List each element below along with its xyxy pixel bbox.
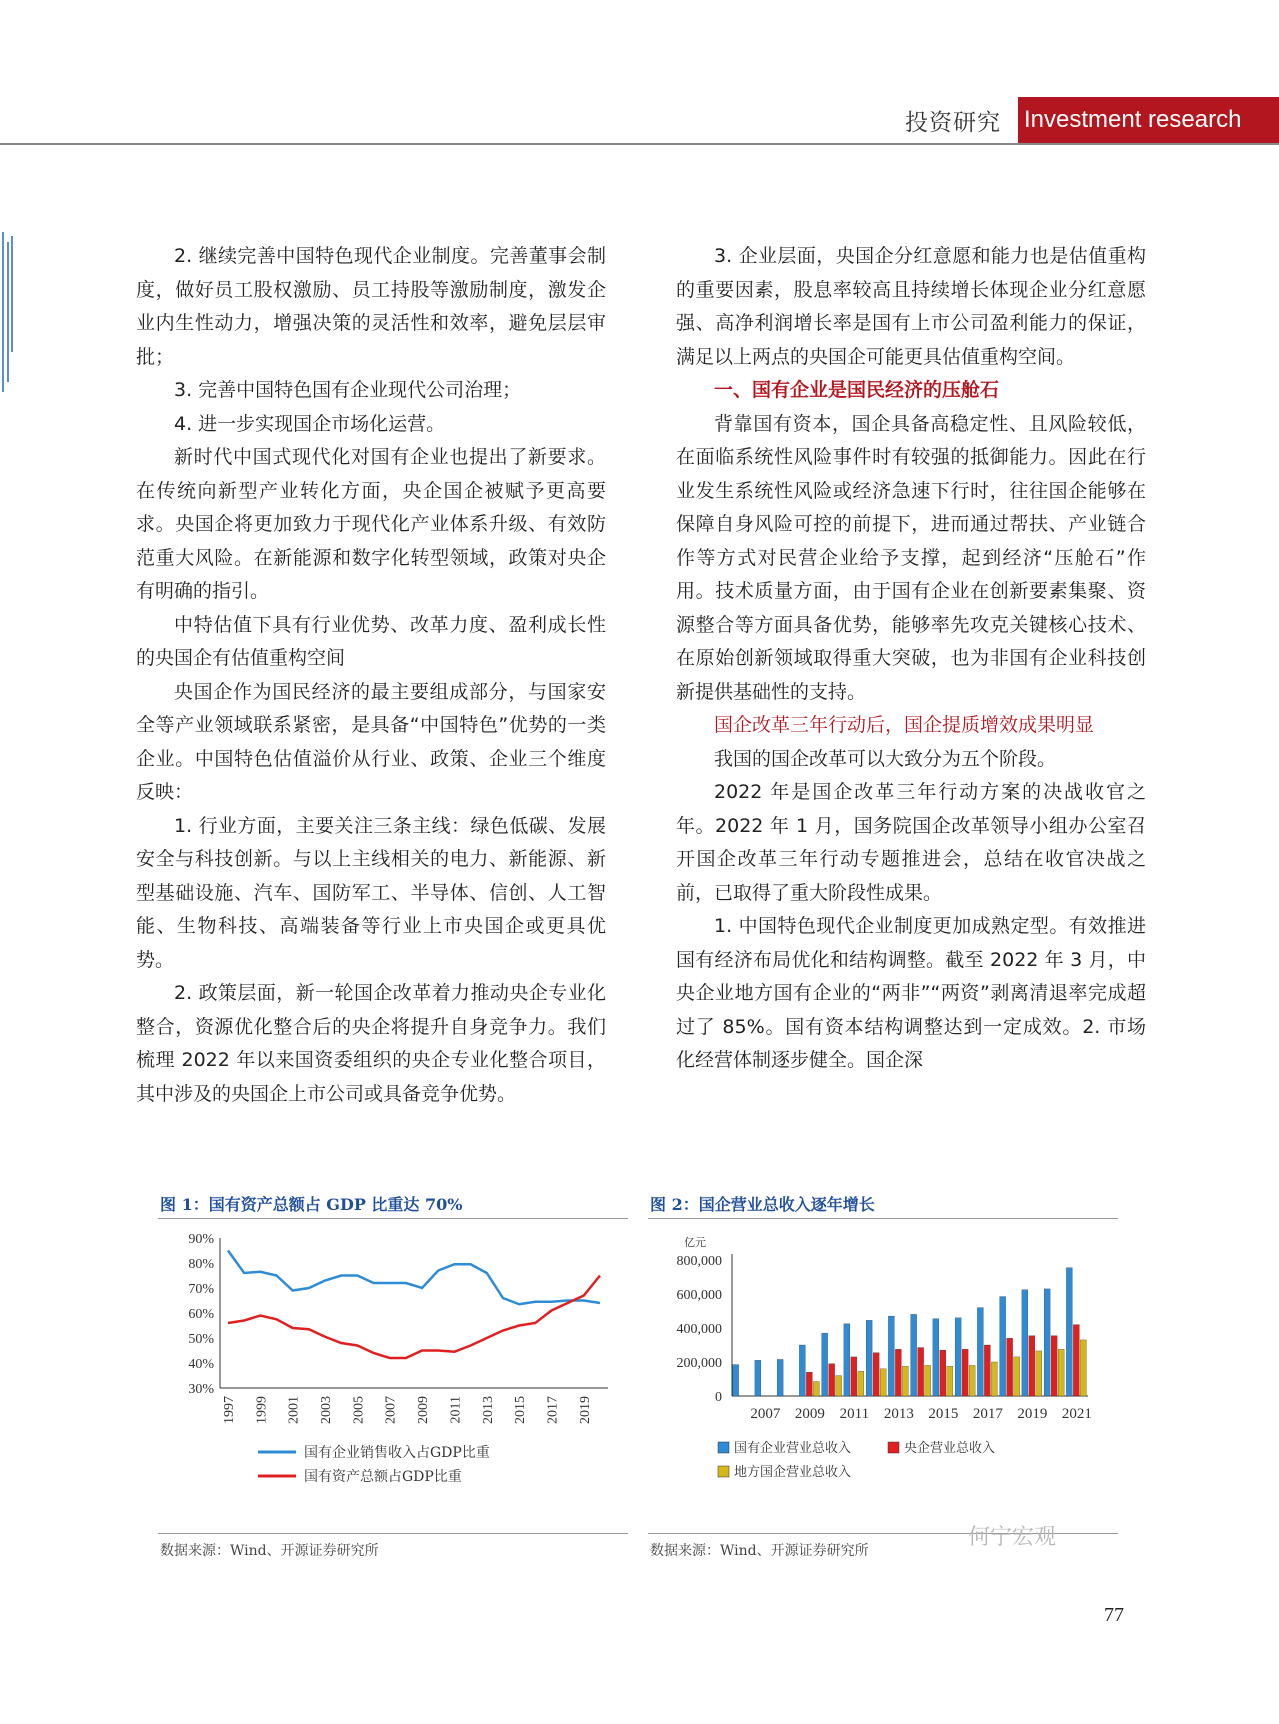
x-tick-label: 2015 <box>513 1396 529 1424</box>
x-tick-label: 2005 <box>351 1396 367 1424</box>
figure-title: 图 1：国有资产总额占 GDP 比重达 70% <box>160 1195 463 1214</box>
series-line <box>228 1276 600 1359</box>
x-tick-label: 2007 <box>383 1396 399 1424</box>
y-tick-label: 60% <box>188 1307 214 1322</box>
legend-label: 国有企业销售收入占GDP比重 <box>304 1445 490 1461</box>
left-column <box>136 240 606 1111</box>
bar <box>1051 1336 1057 1396</box>
figure-rule <box>158 1533 628 1534</box>
x-tick-label: 2021 <box>1061 1406 1092 1422</box>
bar <box>895 1349 901 1396</box>
bar <box>829 1364 835 1396</box>
x-tick-label: 2017 <box>972 1406 1003 1422</box>
paragraph: 中特估值下具有行业优势、改革力度、盈利成长性的央国企有估值重构空间 <box>136 613 606 669</box>
figure-title: 图 2：国企营业总收入逐年增长 <box>650 1195 875 1214</box>
bar <box>888 1316 894 1396</box>
figure-rule <box>648 1218 1118 1219</box>
bar <box>1066 1268 1072 1396</box>
watermark: 何宁宏观 <box>968 1525 1057 1550</box>
section-title-cn: 投资研究 <box>905 110 1001 136</box>
bar <box>1007 1338 1013 1396</box>
legend-label: 国有企业营业总收入 <box>734 1441 852 1456</box>
y-tick-label: 50% <box>188 1332 214 1347</box>
bar <box>813 1382 819 1396</box>
bar <box>844 1324 850 1396</box>
y-tick-label: 40% <box>188 1357 214 1372</box>
legend-swatch <box>718 1442 729 1453</box>
right-column <box>676 240 1146 1078</box>
bar <box>984 1345 990 1396</box>
x-tick-label: 2007 <box>750 1406 781 1422</box>
bar <box>940 1350 946 1396</box>
figure-2 <box>648 1188 1138 1558</box>
x-tick-label: 2009 <box>416 1396 432 1424</box>
x-tick-label: 2001 <box>286 1396 302 1424</box>
bar <box>836 1376 842 1396</box>
x-tick-label: 2019 <box>1017 1406 1048 1422</box>
x-tick-label: 2017 <box>545 1396 561 1424</box>
header-rule <box>0 143 1279 145</box>
bar <box>873 1353 879 1396</box>
bar <box>799 1345 805 1396</box>
bar-chart <box>648 1226 1118 1526</box>
bar <box>777 1359 783 1396</box>
y-tick-label: 30% <box>188 1382 214 1397</box>
bar <box>1073 1325 1079 1396</box>
legend-label: 央企营业总收入 <box>904 1441 996 1456</box>
side-decoration <box>0 232 14 392</box>
bar <box>962 1349 968 1396</box>
x-tick-label: 2015 <box>928 1406 959 1422</box>
bar <box>918 1348 924 1396</box>
bar <box>1000 1297 1006 1396</box>
page-number: 77 <box>1104 1604 1124 1626</box>
bar <box>1014 1357 1020 1396</box>
y-tick-label: 800,000 <box>676 1254 722 1269</box>
bar <box>1029 1336 1035 1396</box>
bar <box>977 1308 983 1396</box>
section-title-en: Investment research <box>1018 97 1279 143</box>
paragraph: 2. 继续完善中国特色现代企业制度。完善董事会制度，做好员工股权激励、员工持股等激励制度，激发企业内生性动力，增强决策的灵活性和效率，避免层层审批； <box>136 245 606 368</box>
y-tick-label: 70% <box>188 1282 214 1297</box>
bar <box>806 1372 812 1396</box>
figure-source: 数据来源：Wind、开源证券研究所 <box>160 1543 379 1559</box>
paragraph: 1. 中国特色现代企业制度更加成熟定型。有效推进国有经济布局优化和结构调整。截至 2022 年 3 月，中央企业地方国有企业的“两非”“两资”剥离清退率完成超过了 85%。国有资本结构调整达到一定成效。2. 市场化经营体制逐步健全。国企深 <box>676 915 1146 1071</box>
bar <box>1036 1351 1042 1396</box>
bar <box>755 1360 761 1396</box>
paragraph: 2022 年是国企改革三年行动方案的决战收官之年。2022 年 1 月，国务院国企改革领导小组办公室召开国企改革三年行动专题推进会，总结在收官决战之前，已取得了重大阶段性成果。 <box>676 781 1146 904</box>
bar <box>822 1333 828 1396</box>
bar <box>866 1320 872 1396</box>
x-tick-label: 2011 <box>839 1406 870 1422</box>
figure-1 <box>158 1188 648 1558</box>
paragraph: 3. 企业层面，央国企分红意愿和能力也是估值重构的重要因素，股息率较高且持续增长体现企业分红意愿强、高净利润增长率是国有上市公司盈利能力的保证，满足以上两点的央国企可能更具估值重构空间。 <box>676 245 1146 368</box>
figure-rule <box>158 1218 628 1219</box>
x-tick-label: 2013 <box>480 1396 496 1424</box>
x-tick-label: 2019 <box>577 1396 593 1424</box>
bar <box>1022 1290 1028 1396</box>
sub-heading: 国企改革三年行动后，国企提质增效成果明显 <box>714 714 1095 736</box>
x-tick-label: 1999 <box>254 1396 270 1424</box>
paragraph: 背靠国有资本，国企具备高稳定性、且风险较低，在面临系统性风险事件时有较强的抵御能力。因此在行业发生系统性风险或经济急速下行时，往往国企能够在保障自身风险可控的前提下，进而通过帮扶、产业链合作等方式对民营企业给予支撑，起到经济“压舱石”作用。技术质量方面，由于国有企业在创新要素集聚、资源整合等方面具备优势，能够率先攻克关键核心技术、在原始创新领域取得重大突破，也为非国有企业科技创新提供基础性的支持。 <box>676 412 1146 703</box>
bar <box>955 1318 961 1396</box>
bar <box>733 1365 739 1396</box>
bar <box>1044 1289 1050 1396</box>
y-tick-label: 200,000 <box>676 1356 722 1371</box>
paragraph: 央国企作为国民经济的最主要组成部分，与国家安全等产业领域联系紧密，是具备“中国特色”优势的一类企业。中国特色估值溢价从行业、政策、企业三个维度反映： <box>136 680 606 803</box>
y-tick-label: 90% <box>188 1232 214 1247</box>
section-heading: 一、国有企业是国民经济的压舱石 <box>714 379 1000 401</box>
paragraph: 4. 进一步实现国企市场化运营。 <box>174 412 446 435</box>
y-tick-label: 600,000 <box>676 1288 722 1303</box>
bar <box>947 1366 953 1396</box>
legend-swatch <box>718 1466 729 1477</box>
bar <box>851 1357 857 1396</box>
bar <box>858 1371 864 1396</box>
bar <box>969 1365 975 1396</box>
bar <box>1058 1349 1064 1396</box>
bar <box>925 1365 931 1396</box>
x-tick-label: 1997 <box>222 1396 237 1424</box>
figure-source: 数据来源：Wind、开源证券研究所 <box>650 1543 869 1559</box>
series-line <box>228 1251 600 1305</box>
legend-label: 国有资产总额占GDP比重 <box>304 1469 462 1485</box>
bar <box>911 1314 917 1396</box>
y-tick-label: 80% <box>188 1257 214 1272</box>
bar <box>902 1366 908 1396</box>
line-chart <box>158 1226 628 1526</box>
legend-swatch <box>888 1442 899 1453</box>
legend-label: 地方国企营业总收入 <box>734 1465 852 1480</box>
paragraph: 2. 政策层面，新一轮国企改革着力推动央企专业化整合，资源优化整合后的央企将提升自身竞争力。我们梳理 2022 年以来国资委组织的央企专业化整合项目，其中涉及的央国企上市公司或具备竞争优势。 <box>136 982 606 1105</box>
paragraph: 3. 完善中国特色国有企业现代公司治理； <box>174 379 522 401</box>
x-tick-label: 2003 <box>319 1396 335 1424</box>
bar <box>1080 1340 1086 1396</box>
x-tick-label: 2009 <box>794 1406 825 1422</box>
paragraph: 新时代中国式现代化对国有企业也提出了新要求。在传统向新型产业转化方面，央企国企被赋予更高要求。央国企将更加致力于现代化产业体系升级、有效防范重大风险。在新能源和数字化转型领域，政策对央企有明确的指引。 <box>136 446 606 602</box>
bar <box>880 1369 886 1396</box>
unit-label: 亿元 <box>684 1236 706 1249</box>
bar <box>933 1319 939 1396</box>
y-tick-label: 400,000 <box>676 1322 722 1337</box>
bar <box>991 1362 997 1396</box>
paragraph: 我国的国企改革可以大致分为五个阶段。 <box>714 747 1057 770</box>
y-tick-label: 0 <box>715 1390 722 1405</box>
x-tick-label: 2011 <box>448 1396 464 1424</box>
paragraph: 1. 行业方面，主要关注三条主线：绿色低碳、发展安全与科技创新。与以上主线相关的电力、新能源、新型基础设施、汽车、国防军工、半导体、信创、人工智能、生物科技、高端装备等行业上市央国企或更具优势。 <box>136 814 606 971</box>
x-tick-label: 2013 <box>883 1406 914 1422</box>
